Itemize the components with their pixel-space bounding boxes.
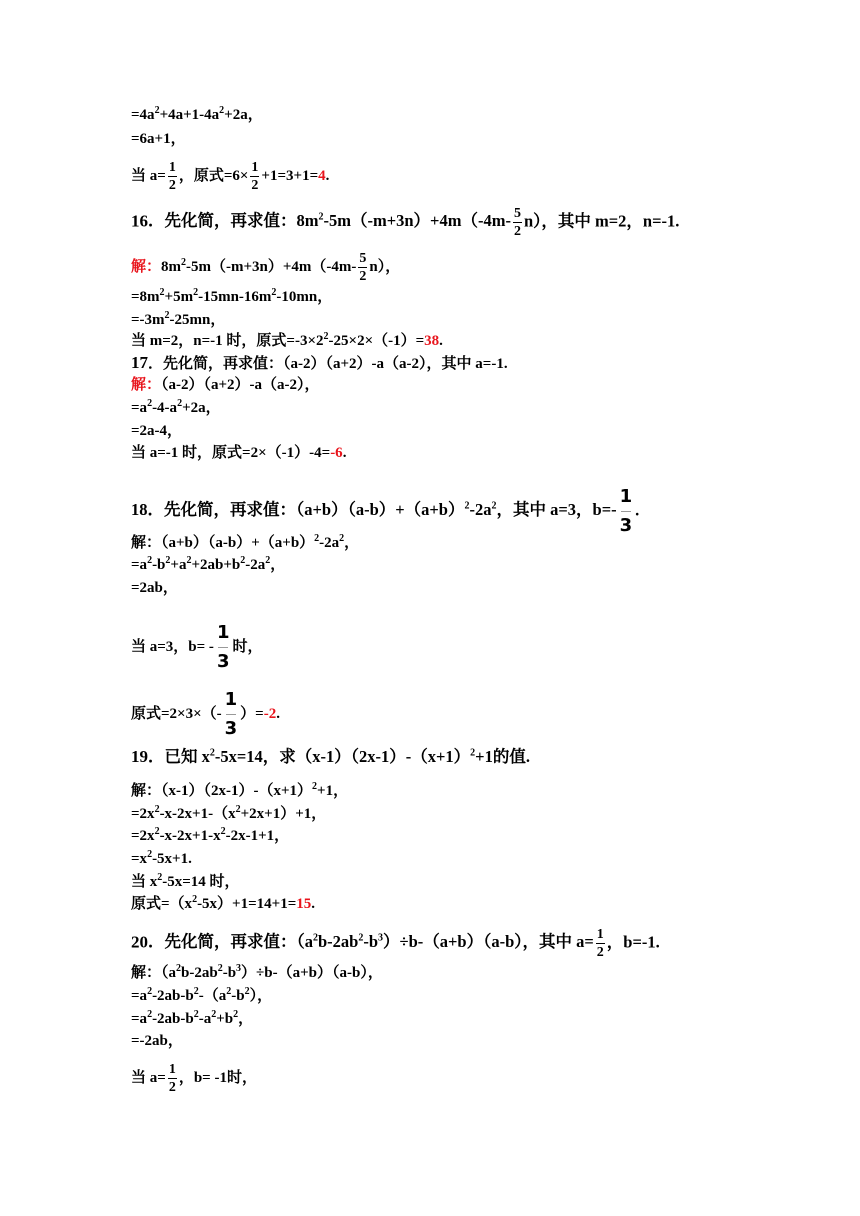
question-17: 17．先化简，再求值：（a-2）（a+2）-a（a-2），其中 a=-1.: [131, 353, 508, 372]
line-expand-1: $=4a^2+4a+1-4a^2+2a$，: [131, 105, 263, 123]
solution-label: 解：: [131, 258, 162, 275]
question-16: 16．先化简，再求值：$8m^2-5m(-m+3n)+4m(-4m-$ $\frac{5}{2}$ n），其中 m=2，n=-1.: [131, 206, 680, 239]
line-simplify-19: $=x^2-5x+1$.: [131, 849, 192, 867]
line-substitute-18: 原式=2×3×（- $\frac{1}{3}$ ）=-2.: [131, 689, 280, 739]
question-20: 20．先化简，再求值：$(a^2b-2ab^2-b^3)\div b-(a+b)(a-b)$，其中 a= $\frac{1}{2}$ ，b=-1.: [131, 927, 660, 960]
line-substitute-17: 当 a=-1 时，原式=2×（-1）-4=-6.: [131, 445, 347, 461]
line-condition-20: 当 a= $\frac{1}{2}$ ，b= -1时，: [131, 1062, 257, 1095]
fraction-five-halves: $\frac{5}{2}$: [513, 206, 521, 239]
line-expand-20b: $=a^2-2ab-b^2-a^2+b^2$，: [131, 1009, 254, 1027]
line-expand-19: $=2x^2-x-2x+1-(x^2+2x+1)+1$，: [131, 804, 327, 822]
line-substitute-16: 当 m=2，n=-1 时，原式$=-3\times 2^2-25\times 2\times(-1)=38$.: [131, 331, 443, 349]
answer-value: 15: [296, 896, 312, 912]
fraction-one-third: $\frac{1}{3}$: [216, 622, 230, 672]
solution-20: 解：$(a^2b-2ab^2-b^3)\div b-(a+b)(a-b)$，: [131, 963, 383, 981]
answer-value: -6: [330, 445, 343, 461]
solution-18: 解：$(a+b)(a-b)+(a+b)^2-2a^2$，: [131, 533, 360, 551]
line-simplify-20: =-2ab，: [131, 1033, 183, 1049]
fraction-one-third: $\frac{1}{3}$: [224, 689, 238, 739]
solution-19: 解：$(x-1)(2x-1)-(x+1)^2+1$，: [131, 781, 349, 799]
line-condition-18: 当 a=3，b= - $\frac{1}{3}$ 时，: [131, 622, 263, 672]
line-expand-19b: $=2x^2-x-2x+1-x^2-2x-1+1$，: [131, 826, 290, 844]
solution-17: 解：（a-2）（a+2）-a（a-2），: [131, 377, 320, 393]
fraction-one-half: $\frac{1}{2}$: [168, 160, 176, 193]
line-expand-18: $=a^2-b^2+a^2+2ab+b^2-2a^2$，: [131, 555, 286, 573]
solution-label: 解：: [131, 377, 162, 393]
line-expand-17: $=a^2-4-a^2+2a$，: [131, 398, 221, 416]
answer-value: 38: [424, 333, 440, 349]
fraction-five-halves: $\frac{5}{2}$: [359, 251, 367, 284]
question-18: 18．先化简，再求值：$(a+b)(a-b)+(a+b)^2-2a^2$，其中 a=3，b=- $\frac{1}{3}$ .: [131, 486, 640, 536]
fraction-one-third: $\frac{1}{3}$: [619, 486, 633, 536]
line-substitute-19: 原式$=(x^2-5x)+1=14+1=15$.: [131, 894, 315, 912]
solution-16: 解：$8m^2-5m(-m+3n)+4m(-4m-$ $\frac{5}{2}$ n），: [131, 251, 401, 284]
answer-value: 4: [318, 167, 326, 184]
fraction-one-half: $\frac{1}{2}$: [596, 927, 604, 960]
line-simplify-18: =2ab，: [131, 580, 178, 596]
question-19: 19．已知 $x^2-5x=14$，求$(x-1)(2x-1)-(x+1)^2+1$的值.: [131, 747, 530, 766]
fraction-one-half: $\frac{1}{2}$: [251, 160, 259, 193]
line-expand-16: $=8m^2+5m^2-15mn-16m^2-10mn$，: [131, 287, 333, 305]
fraction-one-half: $\frac{1}{2}$: [168, 1062, 176, 1095]
line-simplify-16: $=-3m^2-25mn$，: [131, 310, 226, 328]
line-simplify-17: =2a-4，: [131, 423, 183, 439]
line-expand-20: $=a^2-2ab-b^2-(a^2-b^2)$，: [131, 986, 273, 1004]
answer-value: -2: [263, 705, 277, 722]
line-simplify-1: =6a+1，: [131, 131, 186, 147]
line-substitute-15: 当 a= $\frac{1}{2}$ ，原式=6× $\frac{1}{2}$ +1=3+1=4.: [131, 160, 330, 193]
line-condition-19: 当 $x^2-5x=14$ 时，: [131, 872, 240, 890]
